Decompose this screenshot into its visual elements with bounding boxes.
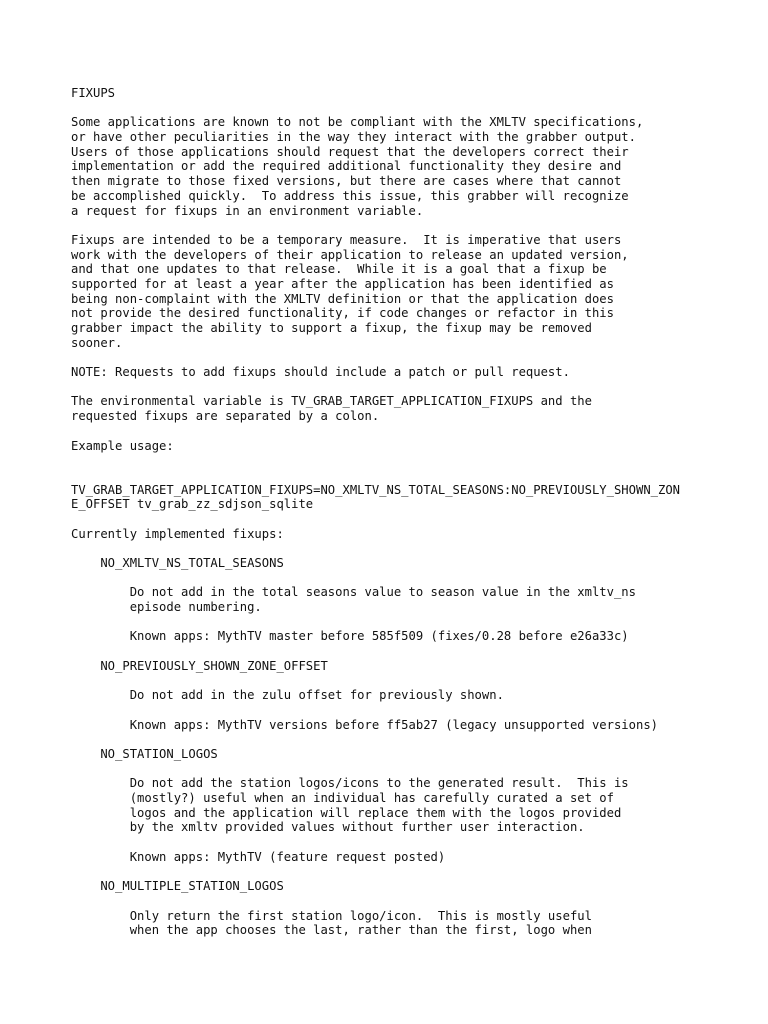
text-line: [71, 541, 731, 556]
text-line: [71, 453, 731, 468]
text-line: [71, 350, 731, 365]
text-line: requested fixups are separated by a colon.: [71, 409, 380, 424]
text-line: episode numbering.: [71, 600, 262, 615]
text-line: NO_PREVIOUSLY_SHOWN_ZONE_OFFSET: [71, 658, 328, 673]
text-line: Example usage:: [71, 438, 174, 453]
text-line: [71, 468, 731, 483]
text-line: grabber impact the ability to support a fixup, the fixup may be removed: [71, 321, 592, 335]
text-line: [71, 674, 731, 689]
text-line: being non-complaint with the XMLTV definition or that the application does: [71, 291, 614, 306]
text-line: by the xmltv provided values without further user interaction.: [71, 820, 585, 835]
text-line: Do not add the station logos/icons to the generated result. This is: [71, 776, 629, 791]
document-title: FIXUPS: [71, 86, 116, 100]
text-line: [71, 644, 731, 659]
text-line: [71, 615, 731, 630]
text-line: supported for at least a year after the application has been identified as: [71, 276, 614, 291]
text-line: or have other peculiarities in the way they interact with the grabber output.: [71, 130, 636, 145]
text-line: Currently implemented fixups:: [71, 526, 284, 541]
text-line: a request for fixups in an environment variable.: [71, 203, 424, 218]
text-line: [71, 571, 731, 586]
text-line: Some applications are known to not be compliant with the XMLTV specifications,: [71, 115, 644, 130]
text-line: Users of those applications should request that the developers correct their: [71, 144, 629, 159]
text-line: NO_STATION_LOGOS: [71, 746, 218, 761]
text-line: Only return the first station logo/icon. This is mostly useful: [71, 908, 592, 923]
text-line: [71, 703, 731, 718]
text-line: [71, 101, 731, 116]
text-line: [71, 380, 731, 395]
text-line: [71, 762, 731, 777]
text-line: [71, 835, 731, 850]
text-line: [71, 894, 731, 909]
text-line: Known apps: MythTV versions before ff5ab27 (legacy unsupported versions): [71, 717, 658, 732]
document-page: [71, 86, 731, 938]
text-line: Do not add in the total seasons value to season value in the xmltv_ns: [71, 585, 636, 600]
text-line: NO_XMLTV_NS_TOTAL_SEASONS: [71, 556, 284, 570]
text-line: logos and the application will replace them with the logos provided: [71, 805, 622, 820]
text-line: implementation or add the required additional functionality they desire and: [71, 159, 622, 174]
text-line: when the app chooses the last, rather than the first, logo when: [71, 923, 592, 938]
text-line: E_OFFSET tv_grab_zz_sdjson_sqlite: [71, 497, 314, 512]
text-line: then migrate to those fixed versions, but there are cases where that cannot: [71, 174, 622, 189]
text-line: and that one updates to that release. While it is a goal that a fixup be: [71, 262, 607, 277]
text-line: [71, 732, 731, 747]
text-line: NOTE: Requests to add fixups should include a patch or pull request.: [71, 365, 570, 380]
text-line: [71, 864, 731, 879]
text-line: Do not add in the zulu offset for previously shown.: [71, 688, 504, 703]
text-line: (mostly?) useful when an individual has carefully curated a set of: [71, 791, 614, 805]
text-line: [71, 424, 731, 439]
text-line: Known apps: MythTV (feature request posted): [71, 849, 446, 864]
text-line: work with the developers of their application to release an updated version,: [71, 247, 629, 262]
text-line: not provide the desired functionality, if code changes or refactor in this: [71, 306, 614, 321]
text-line: Fixups are intended to be a temporary measure. It is imperative that users: [71, 232, 622, 247]
text-line: TV_GRAB_TARGET_APPLICATION_FIXUPS=NO_XMLTV_NS_TOTAL_SEASONS:NO_PREVIOUSLY_SHOWN_ZON: [71, 482, 681, 497]
text-line: sooner.: [71, 335, 123, 350]
text-line: [71, 218, 731, 233]
text-line: be accomplished quickly. To address this issue, this grabber will recognize: [71, 188, 629, 203]
text-line: NO_MULTIPLE_STATION_LOGOS: [71, 879, 284, 894]
text-line: The environmental variable is TV_GRAB_TARGET_APPLICATION_FIXUPS and the: [71, 394, 592, 409]
text-line: [71, 512, 731, 527]
text-line: Known apps: MythTV master before 585f509 (fixes/0.28 before e26a33c): [71, 629, 629, 644]
